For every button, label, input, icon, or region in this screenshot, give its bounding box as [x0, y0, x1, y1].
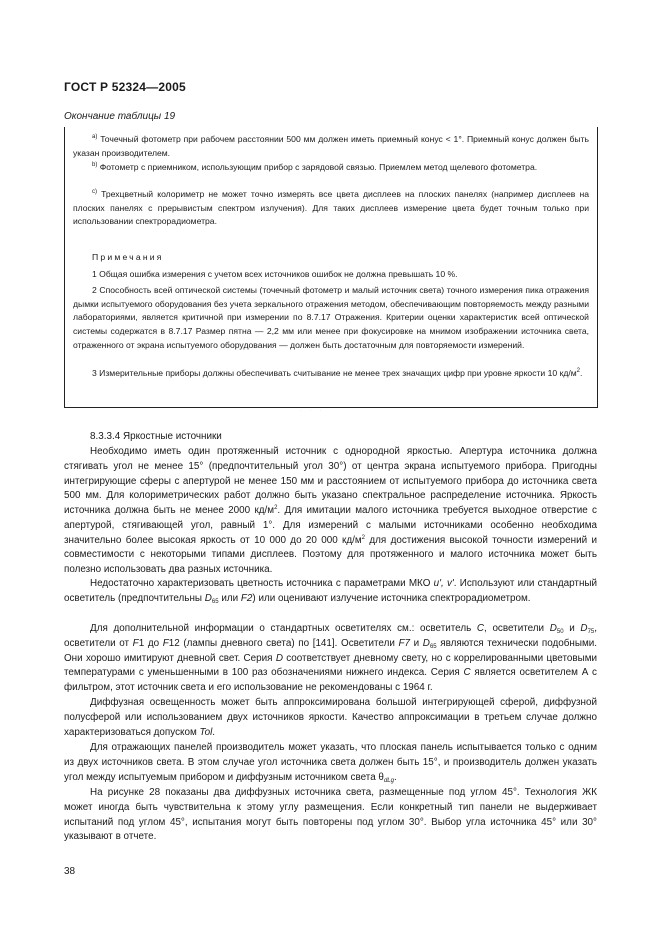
table-caption: Окончание таблицы 19	[64, 111, 176, 122]
p2-d: D	[204, 592, 212, 604]
note-3-text: 3 Измерительные приборы должны обеспечивать считывание не менее трех значащих цифр при уровне яркости 10 кд/м	[92, 368, 577, 378]
table-footnotes-box	[64, 127, 598, 408]
p3-text-6: 12 (лампы дневного света) по [141]. Осветители	[168, 637, 399, 649]
p3-text-4: , осветители от	[64, 623, 597, 649]
document-header: ГОСТ Р 52324—2005	[64, 80, 186, 94]
p4-text-1: Диффузная освещенность может быть аппроксимирована большой интегрирующей сферой, диффузной полусферой или использованием двух источников яркости. Качество аппроксимации в третьем случае должно характеризоваться допуском	[64, 697, 597, 738]
paragraph-figure28: На рисунке 28 показаны два диффузных источника света, размещенные под углом 45°. Технология ЖК может иногда быть чувствительна к этому углу размещения. Если конкретный тип панели не выдерживает испытаний под углом 45°, испытания могут быть повторены под углом 30°. Выбор угла источника 45° или 30° указывают в отчете.	[64, 787, 597, 843]
note-3-sup: 2	[576, 368, 580, 374]
section-heading: 8.3.3.4 Яркостные источники	[90, 431, 222, 442]
p2-text-3: или	[218, 592, 241, 604]
p3-f1: F	[132, 637, 139, 649]
paragraph-sources	[64, 445, 597, 578]
paragraph-illuminants	[64, 622, 597, 696]
p1-text-3: для достижения высокой точности измерений и совместимости с некоторыми типами дисплеев. Поэтому для протяженного и малого источника может быть полезно использовать два разных источника.	[64, 534, 597, 575]
p2-text-1: Недостаточно характеризовать цветность источника с параметрами МКО	[90, 578, 434, 589]
p3-d75: D	[580, 623, 588, 634]
p3-text-9: соответствует дневному свету, но с коррелированными цветовыми температурами с уменьшенными в 100 раз обозначениями нижнего индекса. Серия	[64, 652, 597, 679]
note-1: 1 Общая ошибка измерения с учетом всех источников ошибок не должна превышать 10 %.	[92, 269, 458, 279]
footnote-c	[73, 188, 589, 229]
note-2: 2 Способность всей оптической системы (точечный фотометр и малый источник света) точного измерения пика отражения дымки испытуемого оборудования без учета зеркального отражения методом, обеспечивающим повторяемость между разными лабораториями, является критичной при измерении по 8.7.17 Отражения. Критерии оценки характеристик всей оптической системы содержатся в 8.7.17 Размер пятна — 2,2 мм или менее при фокусировке на мнимом изображении источника света, отраженного от экрана испытуемого оборудования — должен быть достаточным для повторяемости измерений.	[73, 285, 589, 350]
p4-tol: Tol	[199, 726, 213, 738]
p2-text-2: . Используют или стандартный осветитель (предпочтительны	[64, 578, 598, 604]
footnote-a-text: Точечный фотометр при рабочем расстоянии 500 мм должен иметь приемный конус < 1°. Приемный конус должен быть указан производителем.	[73, 134, 589, 158]
p3-text-5: 1 до	[138, 637, 163, 649]
p5-theta-sub: dLg	[383, 777, 394, 784]
p3-text-1: Для дополнительной информации о стандартных осветителях см.: осветитель	[90, 623, 477, 634]
footnote-b	[73, 161, 589, 175]
p2-uv: u', v'	[433, 578, 454, 589]
p3-d65: D	[422, 637, 430, 649]
p3-text-3: и	[563, 623, 581, 634]
paragraph-chromaticity	[64, 577, 597, 607]
p2-d-sub: 65	[211, 598, 219, 605]
p3-d75-sub: 75	[587, 629, 595, 635]
p5-text-2: .	[393, 771, 397, 783]
note-3-end: .	[579, 368, 583, 378]
p2-f2: F2	[240, 592, 253, 604]
p1-text-1: Необходимо иметь один протяженный источник с однородной яркостью. Апертура источника должна стягивать угол не менее 15° (предпочтительный угол 30°) от центра экрана испытуемого прибора. Пригодны интегрирующие сферы с апертурой не менее 150 мм и расстоянием от испытуемого прибора до источника света 500 мм. Для колориметрических работ должно быть указано спектральное распределение источника. Яркость источника должна быть не менее 2000 кд/м	[64, 446, 597, 516]
p3-text-2: , осветители	[484, 623, 550, 634]
p1-text-2: . Для имитации малого источника требуется выходное отверстие с апертурой, стягивающей угол, равный 1°. Для измерений с малыми источниками особенно необходима значительно более высокая яркость от 10 000 до 20 000 кд/м	[64, 505, 597, 546]
p3-d65-sub: 65	[429, 643, 437, 650]
footnote-a-mark: а)	[92, 134, 98, 140]
paragraph-diffuse	[64, 696, 597, 740]
note-3	[73, 367, 589, 381]
faint-mark: · · ·	[300, 408, 325, 414]
footnote-a	[73, 133, 589, 160]
p3-f12: F	[162, 637, 169, 649]
p3-text-7: и	[410, 637, 423, 649]
p3-d50: D	[549, 623, 557, 634]
p3-cseries: С	[463, 667, 471, 679]
page-number: 38	[64, 866, 76, 877]
p3-text-10: является осветителем А с фильтром, этот источник света и его использование не рекомендованы с 1964 г.	[64, 667, 597, 693]
p3-c: С	[476, 623, 485, 634]
footnote-c-mark: с)	[92, 189, 97, 195]
p3-dseries: D	[275, 652, 283, 664]
notes-title	[73, 251, 589, 265]
paragraph-reflective	[64, 741, 597, 785]
p4-text-2: .	[212, 726, 216, 738]
p3-d50-sub: 50	[556, 629, 564, 635]
p3-f7: F7	[398, 637, 411, 649]
footnote-b-text: Фотометр с приемником, использующим прибор с зарядовой связью. Приемлем метод щелевого фотометра.	[97, 162, 538, 172]
footnote-c-text: Трехцветный колориметр не может точно измерять все цвета дисплеев на плоских панелях (например дисплеев на плоских панелях с прерывистым спектром излучения). Для таких дисплеев измерение цвета будет точным только при использовании спектрорадиометра.	[73, 189, 589, 227]
notes-title-text: Примечания	[92, 252, 164, 262]
footnote-b-mark: b)	[92, 162, 98, 168]
p1-sup-2: 2	[361, 534, 366, 541]
p5-text-1: Для отражающих панелей производитель может указать, что плоская панель испытывается только с одним из двух источников света. В этом случае угол источника света должен быть 15°, и производитель должен указать угол между испытуемым прибором и диффузным источником света θ	[64, 742, 597, 783]
p3-text-8: являются технически подобными. Они хорошо имитируют дневной свет. Серия	[64, 637, 598, 664]
p2-text-4: ) или оценивают излучение источника спектрорадиометром.	[252, 592, 531, 604]
p1-sup-1: 2	[274, 505, 278, 511]
